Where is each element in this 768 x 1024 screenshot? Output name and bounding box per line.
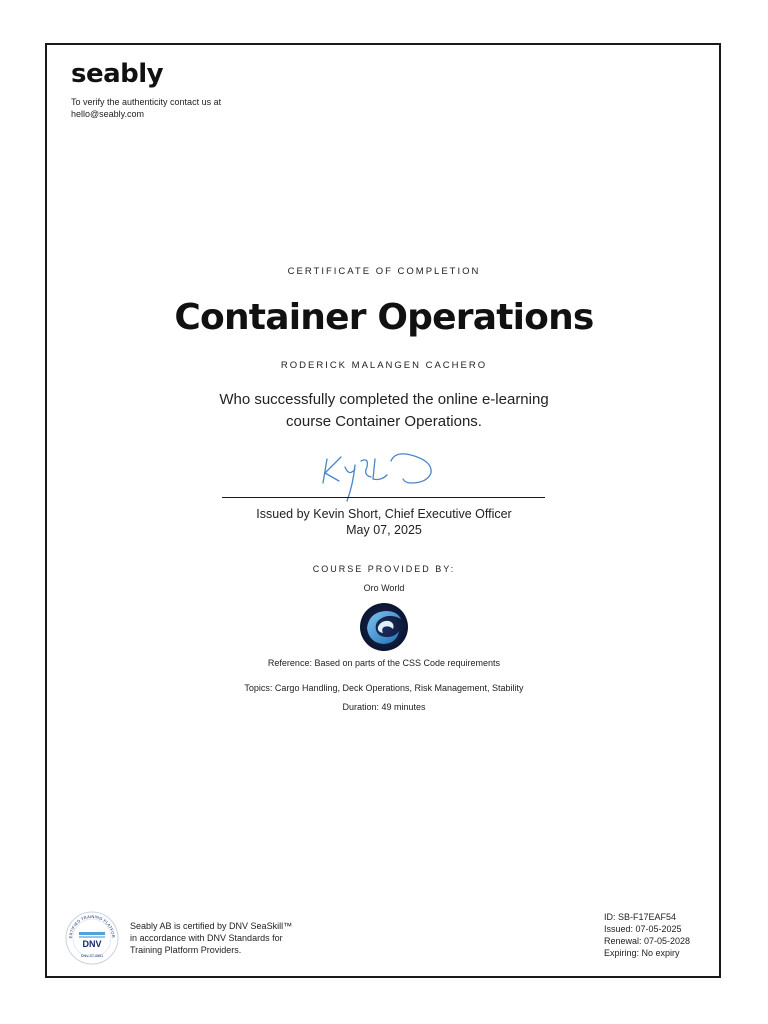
certificate-id: ID: SB-F17EAF54 [604, 912, 677, 922]
reference-text: Reference: Based on parts of the CSS Code requirements [267, 658, 501, 668]
issuer-block [0, 506, 768, 538]
dnv-badge-code: DNV-ST-0561 [80, 954, 104, 958]
statement-line-1: Who successfully completed the online e-learning [219, 391, 549, 408]
expiry-status: Expiring: No expiry [604, 948, 680, 958]
brand-logo: seably [71, 59, 164, 89]
certificate-label: CERTIFICATE OF COMPLETION [287, 266, 481, 277]
statement-line-2: course Container Operations. [286, 413, 482, 430]
duration-text: Duration: 49 minutes [342, 702, 426, 712]
recipient-name: RODERICK MALANGEN CACHERO [280, 360, 488, 371]
verify-contact-text: To verify the authenticity contact us at hello@seably.com [71, 97, 222, 119]
issued-date: Issued: 07-05-2025 [604, 924, 682, 934]
dnv-certification-text [130, 920, 320, 956]
issue-date: May 07, 2025 [346, 523, 422, 537]
provided-by-label: COURSE PROVIDED BY: [312, 564, 456, 574]
renewal-date: Renewal: 07-05-2028 [604, 936, 691, 946]
issued-by-text: Issued by Kevin Short, Chief Executive Officer [256, 507, 512, 521]
signature-line [222, 497, 545, 498]
dnv-line-3: Training Platform Providers. [130, 945, 242, 955]
dnv-badge-text: DNV [82, 939, 102, 949]
certificate-identifiers [604, 911, 714, 959]
dnv-line-2: in accordance with DNV Standards for [130, 933, 283, 943]
course-title: Container Operations [174, 297, 594, 338]
dnv-certification-badge-icon [64, 910, 120, 966]
topics-text: Topics: Cargo Handling, Deck Operations, Risk Management, Stability [244, 683, 524, 693]
provider-name: Oro World [363, 583, 405, 593]
completion-statement [0, 389, 768, 433]
oro-world-logo-icon [359, 602, 409, 652]
dnv-line-1: Seably AB is certified by DNV SeaSkill™ [130, 921, 293, 931]
dnv-ring-text: ERTIFIED TRAINING PLATFOR [67, 913, 117, 939]
